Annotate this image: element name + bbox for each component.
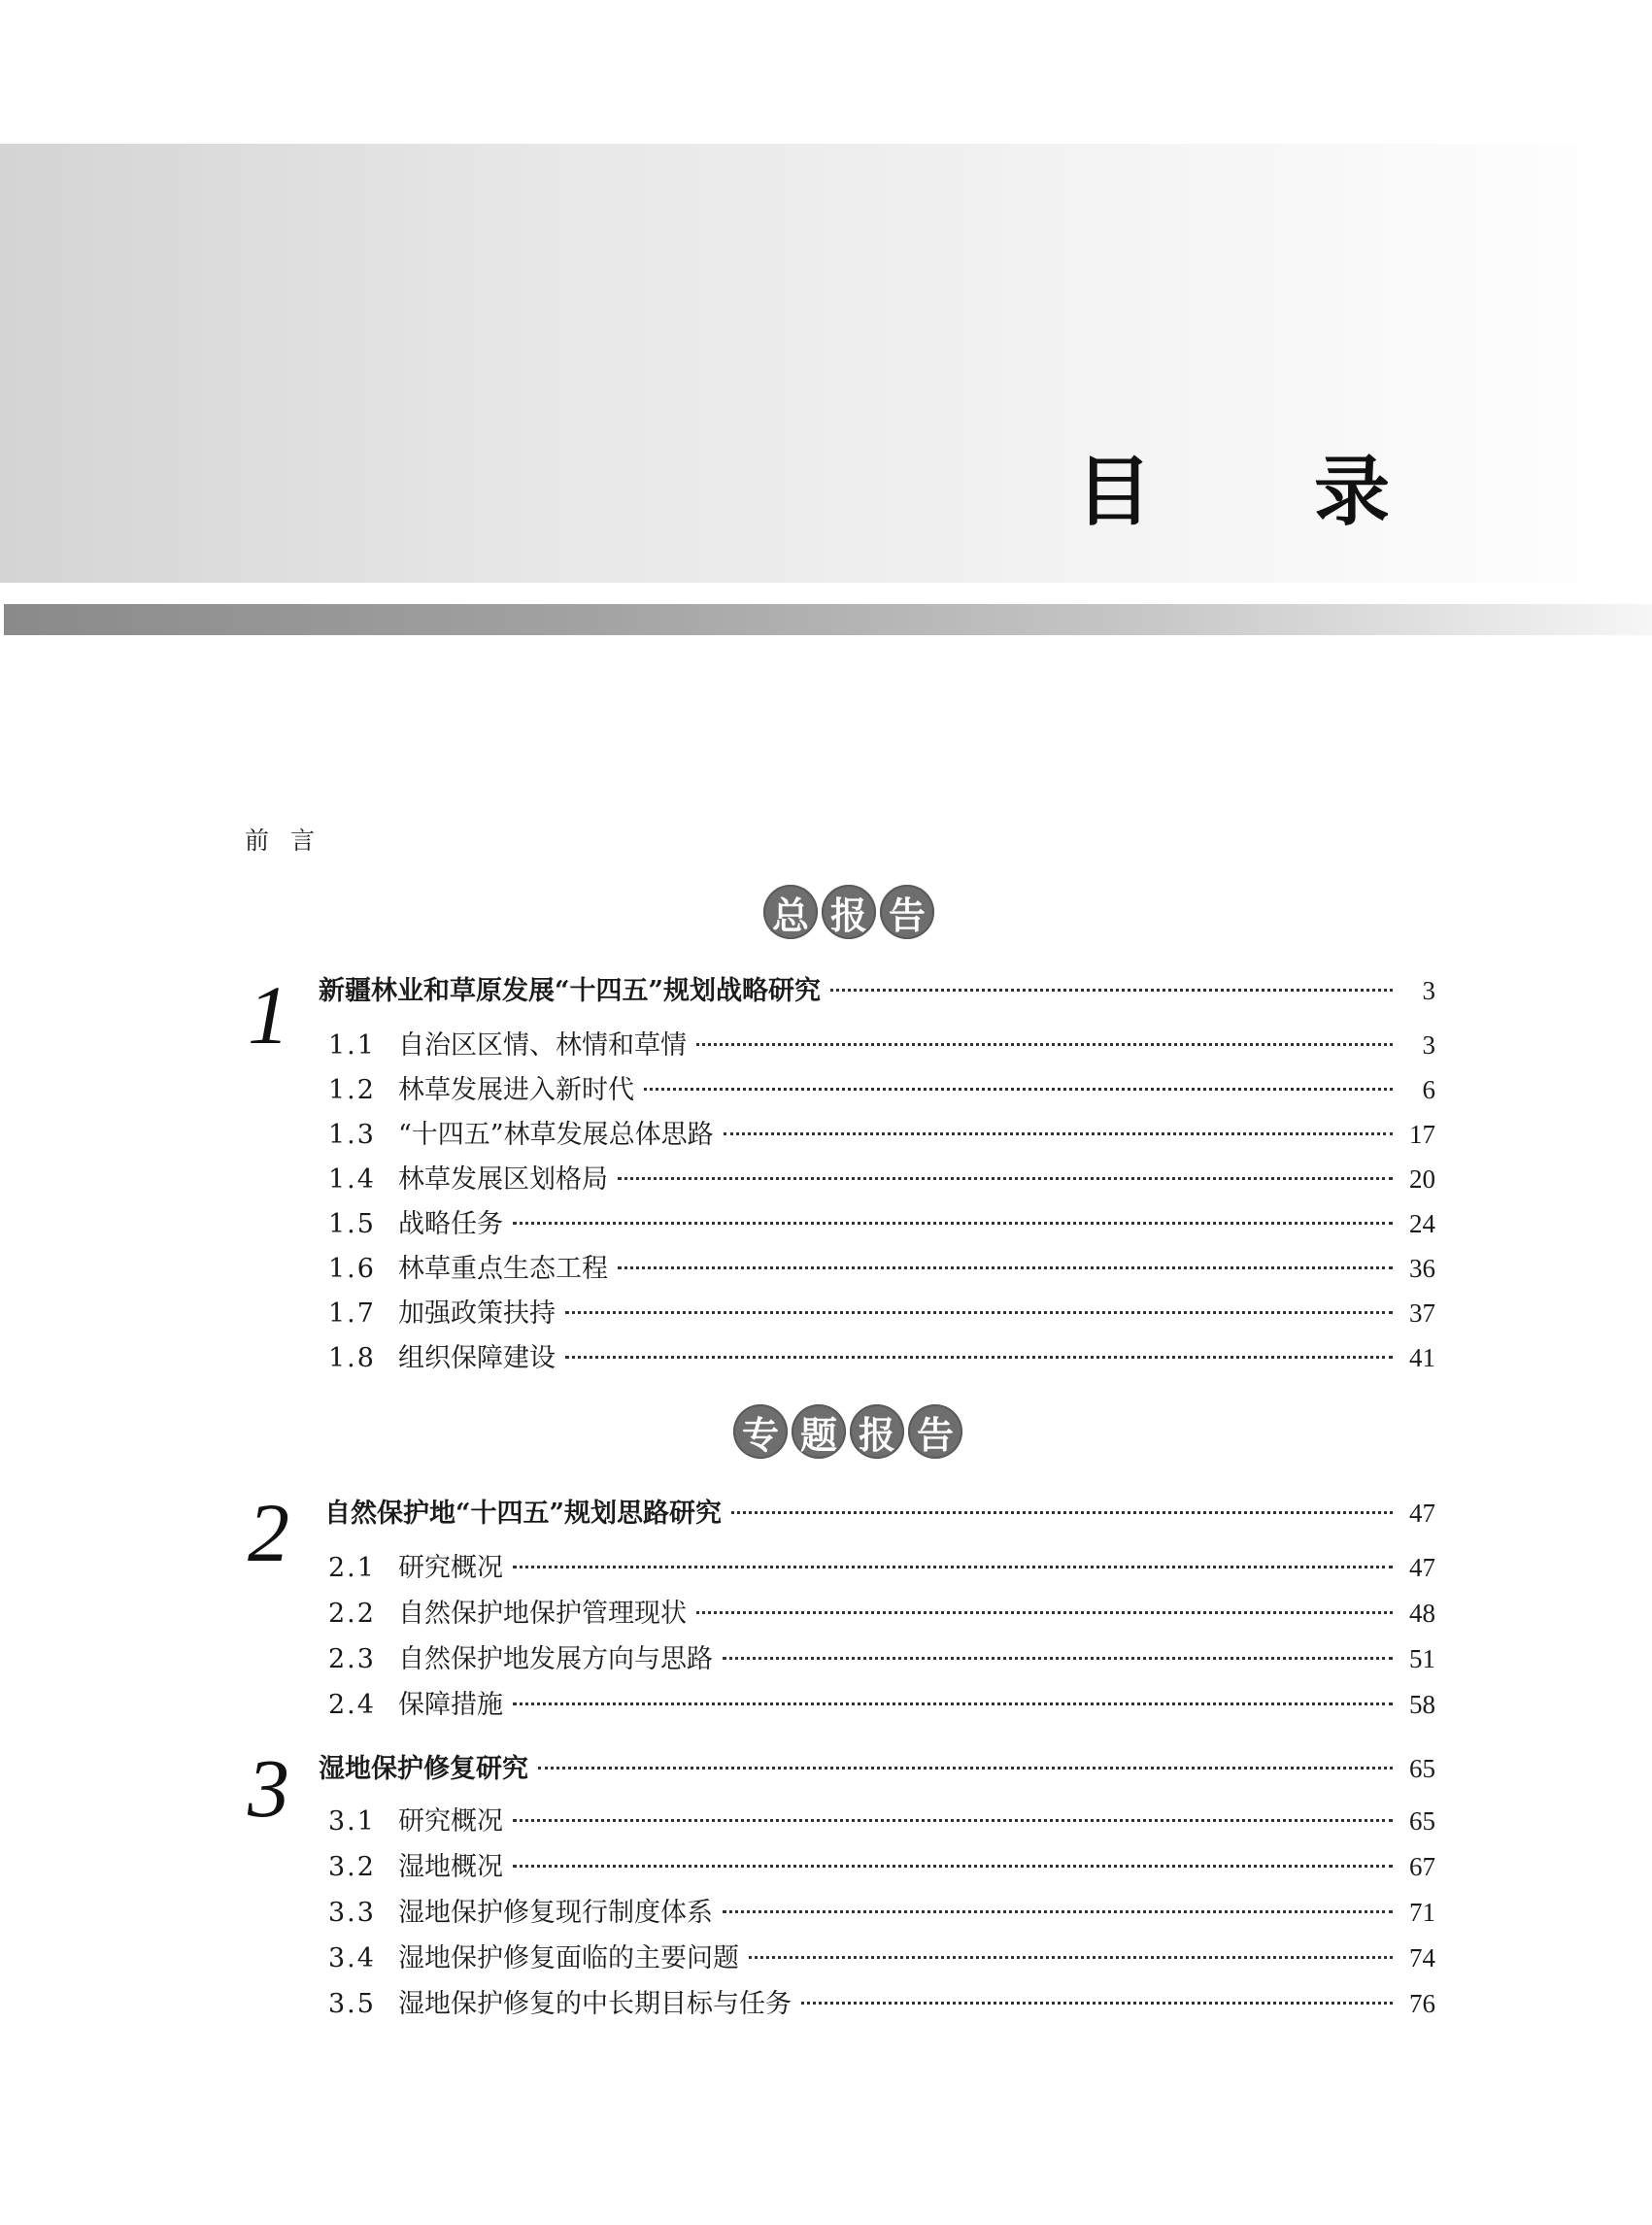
section-char: 报 (822, 885, 876, 939)
page-title: 目 录 (1075, 448, 1458, 536)
leader-dots (513, 1819, 1393, 1822)
toc-num: 1.3 (328, 1120, 376, 1150)
toc-item[interactable] (328, 1850, 1435, 1884)
toc-title: 战略任务 (398, 1209, 503, 1239)
toc-num: 3.2 (328, 1852, 376, 1882)
toc-num: 3.5 (328, 1989, 376, 2019)
toc-page: 47 (1409, 1553, 1435, 1582)
toc-item[interactable] (328, 1597, 1435, 1631)
toc-page: 36 (1409, 1254, 1435, 1283)
toc-item[interactable] (328, 1163, 1435, 1197)
toc-chapter-3[interactable] (319, 1752, 1435, 1786)
toc-num: 1.7 (328, 1298, 376, 1329)
leader-dots (723, 1657, 1393, 1660)
toc-title: 林草发展区划格局 (398, 1164, 608, 1195)
toc-item[interactable] (328, 1118, 1435, 1152)
toc-title: 湿地概况 (398, 1852, 503, 1882)
toc-num: 1.6 (328, 1254, 376, 1284)
toc-title: 研究概况 (398, 1806, 503, 1837)
toc-page: 51 (1409, 1644, 1435, 1673)
leader-dots (723, 1910, 1393, 1913)
leader-dots (644, 1088, 1393, 1091)
toc-title: 自治区区情、林情和草情 (398, 1030, 687, 1061)
toc-item[interactable] (328, 1297, 1435, 1331)
toc-page: 3 (1422, 976, 1435, 1005)
toc-num: 1.4 (328, 1164, 376, 1195)
toc-num: 3.3 (328, 1898, 376, 1928)
toc-title: 湿地保护修复的中长期目标与任务 (398, 1989, 792, 2019)
toc-item[interactable] (328, 1341, 1435, 1375)
section-badge-special (733, 1404, 962, 1459)
leader-dots (513, 1566, 1393, 1568)
toc-page: 71 (1409, 1898, 1435, 1927)
section-char: 报 (850, 1404, 904, 1459)
toc-page: 65 (1409, 1754, 1435, 1783)
toc-title: 自然保护地发展方向与思路 (398, 1644, 713, 1674)
toc-title: 组织保障建设 (398, 1343, 556, 1373)
toc-num: 3.1 (328, 1806, 376, 1837)
toc-page: 58 (1409, 1690, 1435, 1719)
header-strip (4, 604, 1652, 635)
toc-page: 48 (1409, 1599, 1435, 1628)
leader-dots (696, 1611, 1393, 1614)
toc-page: 20 (1409, 1164, 1435, 1194)
toc-num: 1.8 (328, 1343, 376, 1373)
toc-num: 2.2 (328, 1599, 376, 1629)
toc-page: 67 (1409, 1852, 1435, 1881)
toc-page: 37 (1409, 1298, 1435, 1328)
toc-item[interactable] (328, 1642, 1435, 1676)
toc-item[interactable] (328, 1073, 1435, 1107)
section-char: 总 (763, 885, 818, 939)
toc-page: 65 (1409, 1806, 1435, 1836)
toc-title: 湿地保护修复研究 (319, 1754, 528, 1784)
chapter-number: 1 (248, 968, 289, 1062)
toc-title: 新疆林业和草原发展“十四五”规划战略研究 (319, 976, 822, 1006)
toc-chapter-1[interactable] (319, 974, 1435, 1008)
leader-dots (749, 1956, 1393, 1959)
leader-dots (731, 1511, 1393, 1514)
toc-num: 3.4 (328, 1943, 376, 1973)
toc-title: 林草重点生态工程 (398, 1254, 608, 1284)
toc-item[interactable] (328, 1987, 1435, 2021)
leader-dots (724, 1132, 1393, 1135)
leader-dots (801, 2002, 1393, 2005)
toc-preface[interactable]: 前言 (245, 826, 337, 855)
section-badge-general (763, 885, 934, 939)
toc-item[interactable] (328, 1252, 1435, 1286)
toc-title: 自然保护地保护管理现状 (398, 1599, 687, 1629)
toc-chapter-2[interactable] (324, 1497, 1435, 1531)
section-char: 告 (880, 885, 934, 939)
toc-title: 湿地保护修复现行制度体系 (398, 1898, 713, 1928)
toc-page: 3 (1422, 1030, 1435, 1060)
toc-page: 47 (1409, 1499, 1435, 1528)
toc-title: 林草发展进入新时代 (398, 1075, 634, 1105)
toc-num: 1.2 (328, 1075, 376, 1105)
leader-dots (696, 1043, 1393, 1046)
chapter-number: 2 (248, 1486, 289, 1579)
toc-item[interactable] (328, 1941, 1435, 1975)
toc-num: 1.5 (328, 1209, 376, 1239)
chapter-number: 3 (248, 1741, 289, 1835)
toc-item[interactable] (328, 1551, 1435, 1585)
toc-item[interactable] (328, 1804, 1435, 1838)
leader-dots (513, 1222, 1393, 1225)
toc-title: “十四五”林草发展总体思路 (398, 1120, 714, 1150)
section-char: 题 (792, 1404, 846, 1459)
leader-dots (618, 1266, 1393, 1269)
toc-num: 2.1 (328, 1553, 376, 1583)
toc-page: 24 (1409, 1209, 1435, 1238)
toc-item[interactable] (328, 1207, 1435, 1241)
toc-title: 保障措施 (398, 1690, 503, 1720)
toc-title: 加强政策扶持 (398, 1298, 556, 1329)
leader-dots (565, 1311, 1393, 1314)
toc-item[interactable] (328, 1688, 1435, 1722)
toc-page: 41 (1409, 1343, 1435, 1372)
toc-page: 6 (1422, 1075, 1435, 1104)
toc-num: 1.1 (328, 1030, 376, 1061)
toc-item[interactable] (328, 1028, 1435, 1062)
toc-page: 17 (1409, 1120, 1435, 1149)
toc-title: 湿地保护修复面临的主要问题 (398, 1943, 739, 1973)
toc-page: 74 (1409, 1943, 1435, 1972)
toc-title: 研究概况 (398, 1553, 503, 1583)
section-char: 告 (908, 1404, 962, 1459)
leader-dots (830, 989, 1393, 992)
leader-dots (565, 1356, 1393, 1359)
leader-dots (618, 1177, 1393, 1180)
leader-dots (513, 1865, 1393, 1868)
leader-dots (538, 1767, 1393, 1770)
toc-page: 76 (1409, 1989, 1435, 2018)
section-char: 专 (733, 1404, 788, 1459)
toc-item[interactable] (328, 1896, 1435, 1930)
toc-num: 2.3 (328, 1644, 376, 1674)
leader-dots (513, 1702, 1393, 1705)
toc-num: 2.4 (328, 1690, 376, 1720)
toc-title: 自然保护地“十四五”规划思路研究 (324, 1499, 723, 1529)
